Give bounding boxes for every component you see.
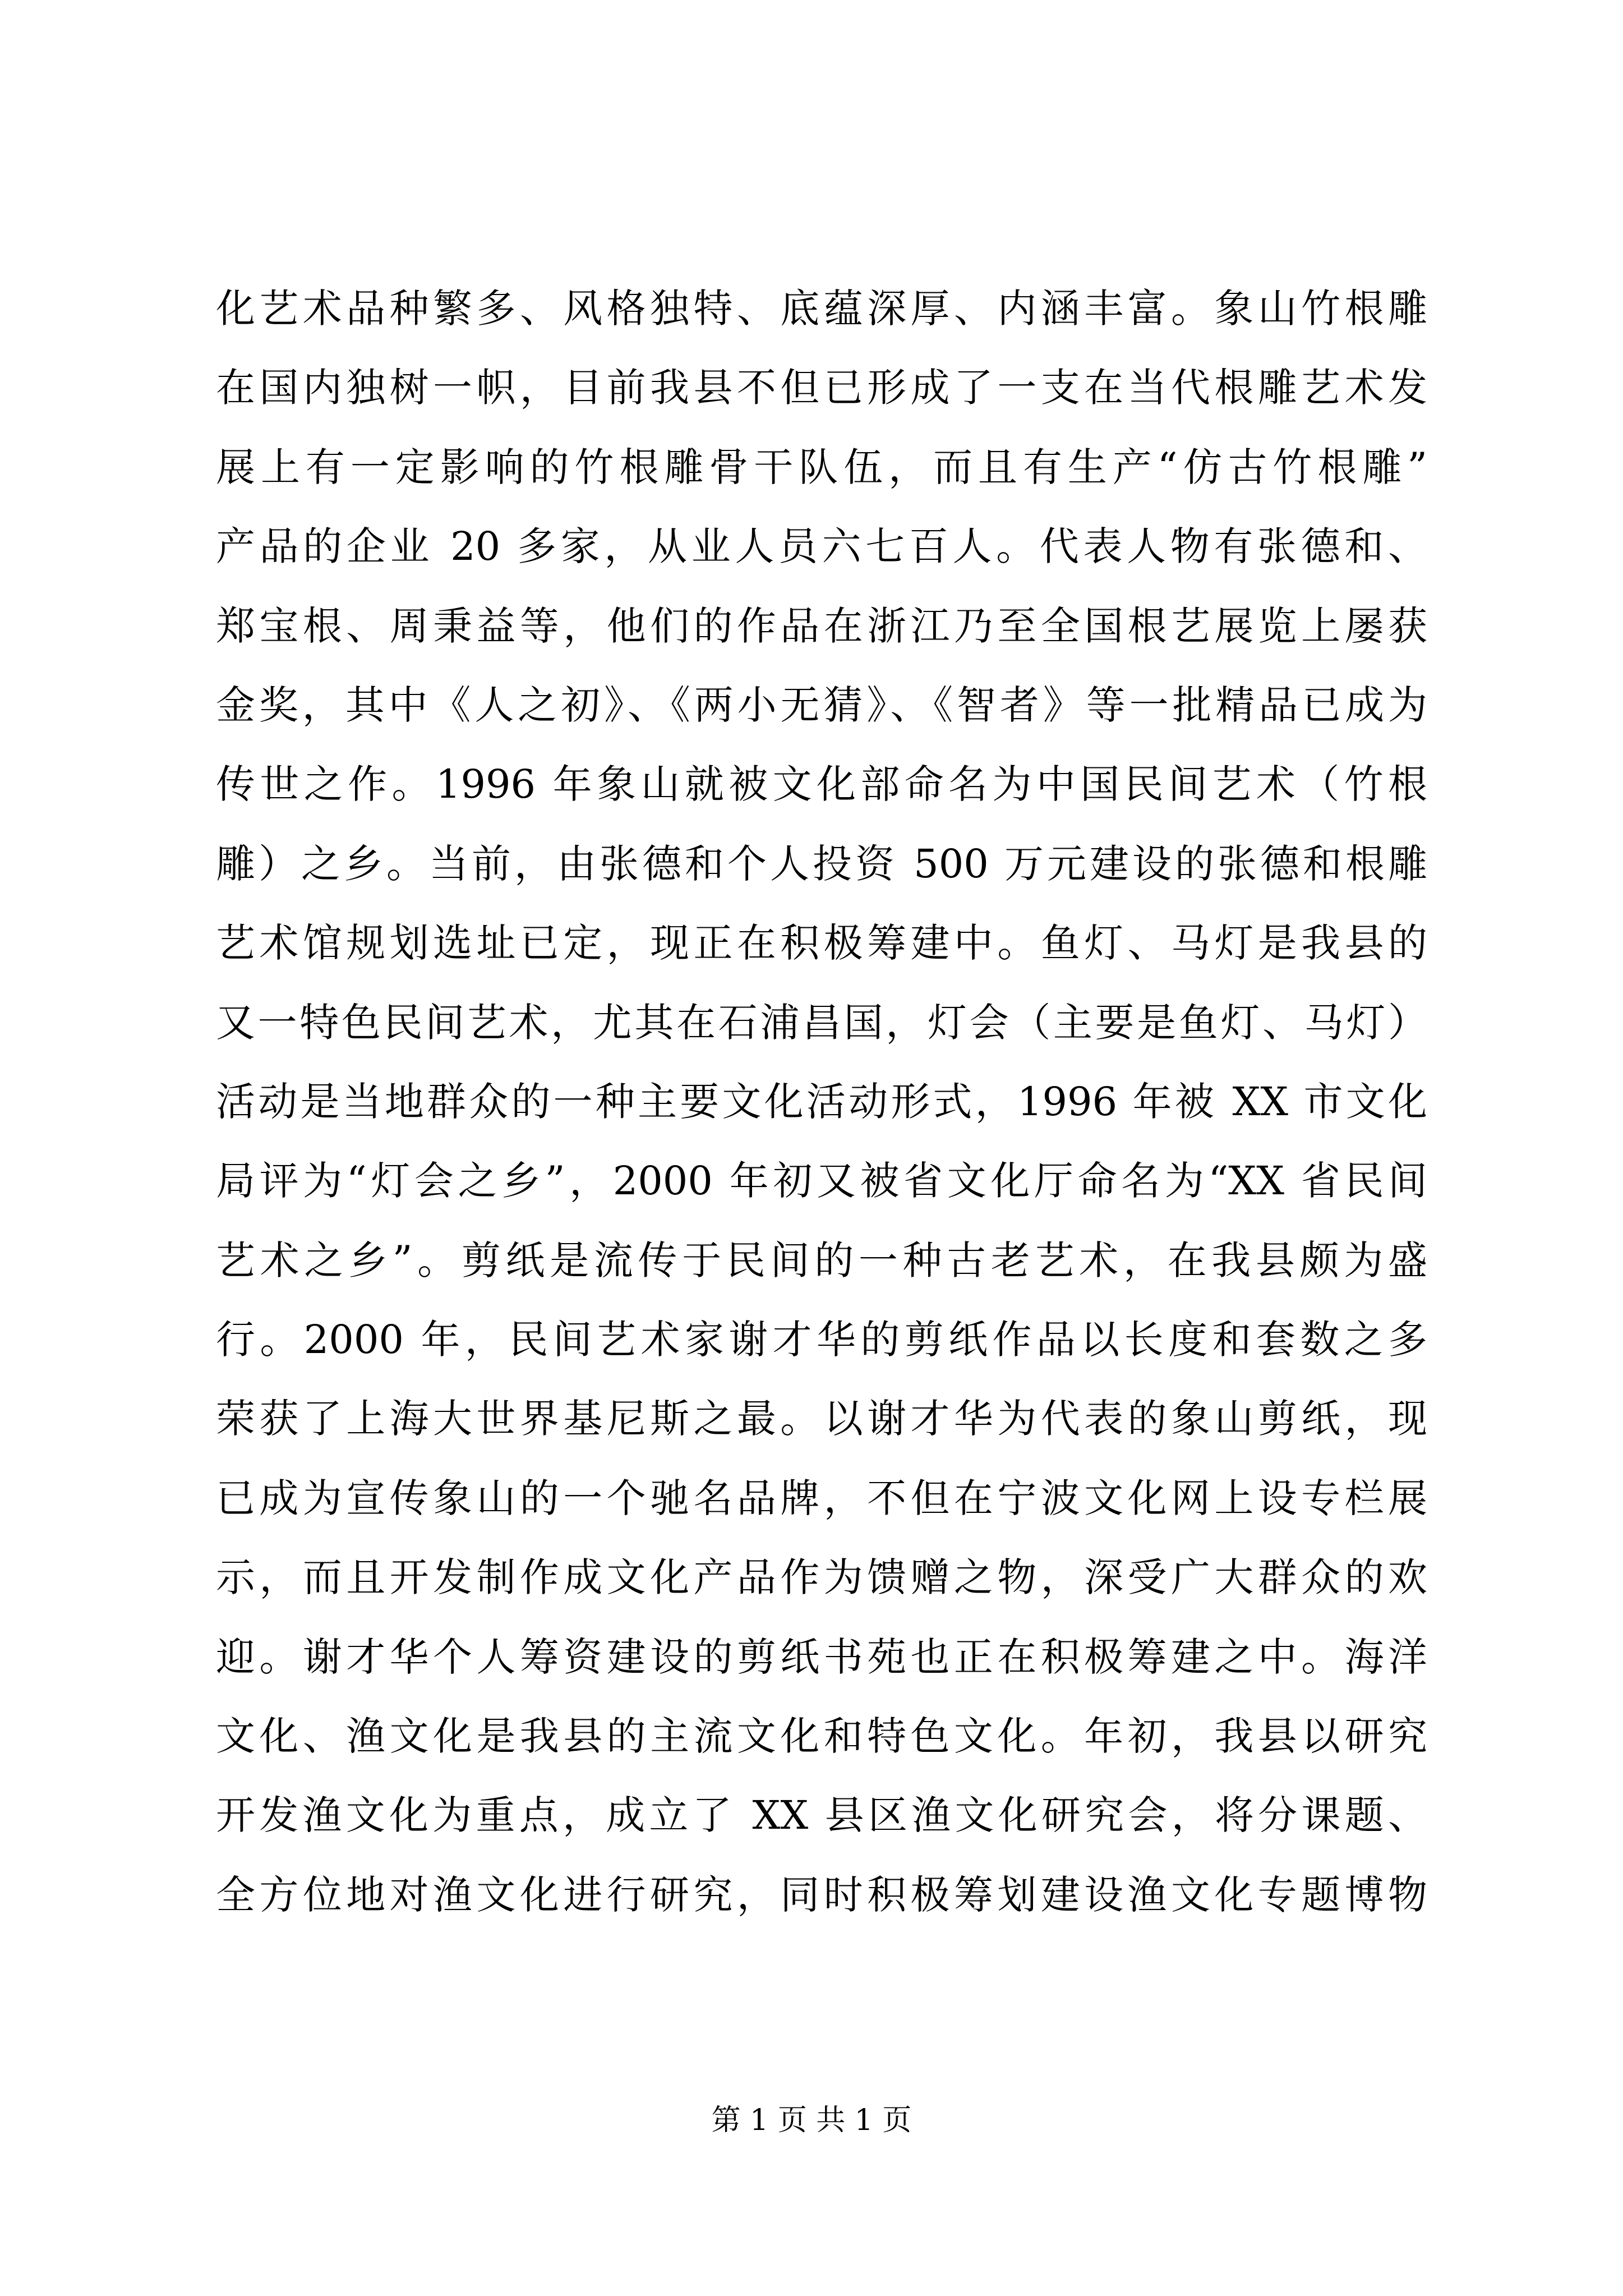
text-line: 化艺术品种繁多、风格独特、底蕴深厚、内涵丰富。象山竹根雕 [216, 286, 1427, 332]
text-line: 雕）之乡。当前，由张德和个人投资 500 万元建设的张德和根雕 [216, 840, 1427, 887]
text-line: 已成为宣传象山的一个驰名品牌，不但在宁波文化网上设专栏展 [216, 1475, 1427, 1521]
text-line: 郑宝根、周秉益等，他们的作品在浙江乃至全国根艺展览上屡获 [216, 602, 1427, 649]
page-number: 第 1 页 共 1 页 [711, 2104, 912, 2137]
text-line: 文化、渔文化是我县的主流文化和特色文化。年初，我县以研究 [216, 1713, 1427, 1760]
text-line: 迎。谢才华个人筹资建设的剪纸书苑也正在积极筹建之中。海洋 [216, 1634, 1427, 1680]
text-line: 示，而且开发制作成文化产品作为馈赠之物，深受广大群众的欢 [216, 1554, 1427, 1601]
text-line: 开发渔文化为重点，成立了 XX 县区渔文化研究会，将分课题、 [216, 1792, 1427, 1839]
body-text [216, 269, 1427, 1935]
text-line: 在国内独树一帜，目前我县不但已形成了一支在当代根雕艺术发 [216, 365, 1427, 411]
text-line: 又一特色民间艺术，尤其在石浦昌国，灯会（主要是鱼灯、马灯） [216, 999, 1427, 1046]
text-line: 金奖，其中《人之初》、《两小无猜》、《智者》等一批精品已成为 [216, 682, 1427, 728]
text-line: 全方位地对渔文化进行研究，同时积极筹划建设渔文化专题博物 [216, 1871, 1427, 1918]
text-line: 传世之作。1996 年象山就被文化部命名为中国民间艺术（竹根 [216, 761, 1427, 808]
text-line: 行。2000 年，民间艺术家谢才华的剪纸作品以长度和套数之多 [216, 1317, 1427, 1363]
page-footer [0, 2098, 1623, 2143]
text-line: 产品的企业 20 多家，从业人员六七百人。代表人物有张德和、 [216, 523, 1427, 570]
text-line: 荣获了上海大世界基尼斯之最。以谢才华为代表的象山剪纸，现 [216, 1396, 1427, 1442]
text-line: 艺术之乡”。剪纸是流传于民间的一种古老艺术，在我县颇为盛 [216, 1237, 1427, 1283]
text-line: 展上有一定影响的竹根雕骨干队伍，而且有生产“仿古竹根雕” [216, 444, 1427, 490]
text-line: 活动是当地群众的一种主要文化活动形式，1996 年被 XX 市文化 [216, 1078, 1427, 1125]
text-line: 艺术馆规划选址已定，现正在积极筹建中。鱼灯、马灯是我县的 [216, 920, 1427, 967]
text-line: 局评为“灯会之乡”，2000 年初又被省文化厅命名为“XX 省民间 [216, 1158, 1427, 1204]
